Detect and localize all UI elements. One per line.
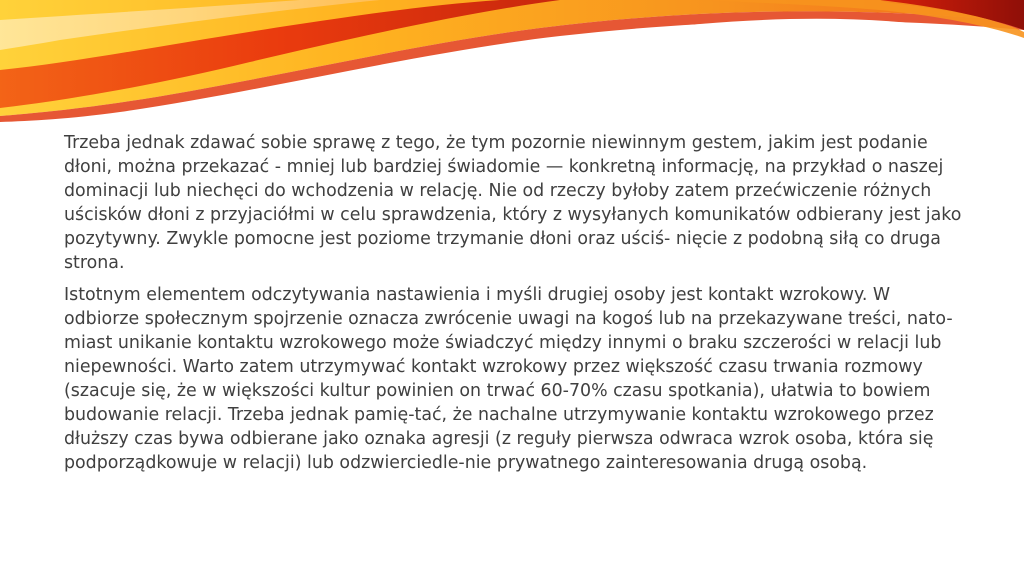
- decorative-wave-banner: [0, 0, 1024, 130]
- slide-body-text: [64, 131, 964, 475]
- paragraph-handshake: Trzeba jednak zdawać sobie sprawę z tego, że tym pozornie niewinnym gestem, jakim jest podanie dłoni, można przekazać - mniej lub bardziej świadomie — konkretną informację, na przykład o naszej dominacji lub niechęci do wchodzenia w relację. Nie od rzeczy byłoby zatem przećwiczenie różnych uścisków dłoni z przyjaciółmi w celu sprawdzenia, który z wysyłanych komunikatów odbierany jest jako pozytywny. Zwykle pomocne jest poziome trzymanie dłoni oraz uściś- nięcie z podobną siłą co druga strona.: [64, 133, 962, 273]
- paragraph-eye-contact: Istotnym elementem odczytywania nastawienia i myśli drugiej osoby jest kontakt wzrokowy. W odbiorze społecznym spojrzenie oznacza zwrócenie uwagi na kogoś lub na przekazywane treści, nato-miast unikanie kontaktu wzrokowego może świadczyć między innymi o braku szczerości w relacji lub niepewności. Warto zatem utrzymywać kontakt wzrokowy przez większość czasu trwania rozmowy (szacuje się, że w większości kultur powinien on trwać 60-70% czasu spotkania), ułatwia to bowiem budowanie relacji. Trzeba jednak pamię-tać, że nachalne utrzymywanie kontaktu wzrokowego przez dłuższy czas bywa odbierane jako oznaka agresji (z reguły pierwsza odwraca wzrok osoba, która się podporządkowuje w relacji) lub odzwierciedle-nie prywatnego zainteresowania drugą osobą.: [64, 285, 953, 473]
